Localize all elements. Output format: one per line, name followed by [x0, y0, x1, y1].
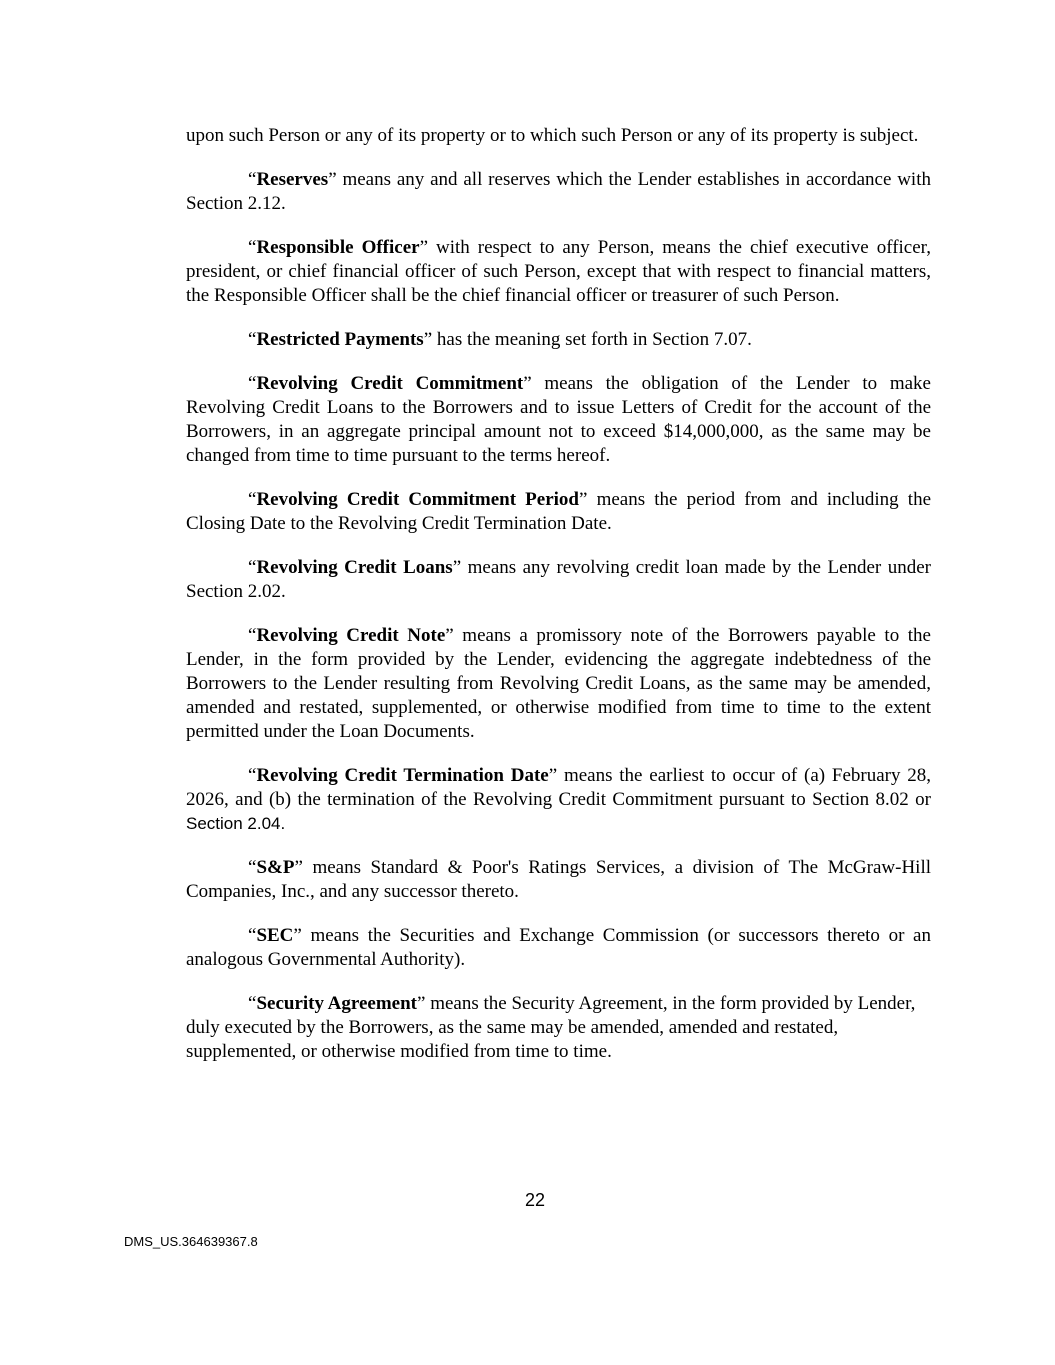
- definition-text: with respect to any Person, means the chief executive officer, president, or chief financial officer of such Person, except that with respect to financial matters, the Responsible Officer shall be the chief financial officer or treasurer of such Person.: [186, 237, 931, 306]
- definition-text: means the Security Agreement, in the form provided by Lender, duly executed by the Borrowers, as the same may be amended, amended and restated, supplemented, or otherwise modified from time to time.: [186, 993, 916, 1062]
- document-body: [186, 124, 931, 1084]
- open-quote: “: [248, 993, 257, 1014]
- definition-text: has the meaning set forth in Section 7.07.: [432, 329, 752, 350]
- close-quote: ”: [294, 857, 303, 878]
- close-quote: ”: [417, 993, 426, 1014]
- defined-term: Revolving Credit Commitment Period: [256, 489, 579, 510]
- definition-text: means the obligation of the Lender to make Revolving Credit Loans to the Borrowers and to issue Letters of Credit for the account of the Borrowers, in an aggregate principal amount not to exceed $14,000,000, as the same may be changed from time to time pursuant to the terms hereof.: [186, 373, 931, 466]
- definition-revolving-credit-commitment-period: [186, 488, 931, 536]
- defined-term: Revolving Credit Note: [256, 625, 446, 646]
- definition-revolving-credit-note: [186, 624, 931, 744]
- defined-term: Responsible Officer: [256, 237, 420, 258]
- definition-restricted-payments: [186, 328, 931, 352]
- defined-term: Revolving Credit Commitment: [256, 373, 524, 394]
- definition-security-agreement: [186, 992, 931, 1064]
- close-quote: ”: [523, 373, 532, 394]
- definition-revolving-credit-commitment: [186, 372, 931, 468]
- open-quote: “: [248, 857, 257, 878]
- close-quote: ”: [445, 625, 454, 646]
- definition-sec: [186, 924, 931, 972]
- open-quote: “: [248, 373, 257, 394]
- defined-term: Revolving Credit Loans: [256, 557, 453, 578]
- definition-text: means the Securities and Exchange Commission (or successors thereto or an analogous Governmental Authority).: [186, 925, 931, 970]
- open-quote: “: [248, 625, 257, 646]
- open-quote: “: [248, 489, 257, 510]
- definition-text: means the period from and including the Closing Date to the Revolving Credit Termination Date.: [186, 489, 932, 534]
- definition-text: means a promissory note of the Borrowers payable to the Lender, in the form provided by the Lender, evidencing the aggregate indebtedness of the Borrowers to the Lender resulting from Revolving Credit Loans, as the same may be amended, amended and restated, supplemented, or otherwise modified from time to time to the extent permitted under the Loan Documents.: [186, 625, 931, 742]
- close-quote: ”: [452, 557, 462, 578]
- close-quote: ”: [293, 925, 302, 946]
- close-quote: ”: [423, 329, 433, 350]
- definition-reserves: [186, 168, 931, 216]
- continuation-paragraph: upon such Person or any of its property or to which such Person or any of its property is subject.: [186, 125, 919, 146]
- definition-text: means any revolving credit loan made by the Lender under Section 2.02.: [186, 557, 931, 602]
- definition-responsible-officer: [186, 236, 931, 308]
- defined-term: S&P: [256, 857, 295, 878]
- document-id: DMS_US.364639367.8: [124, 1234, 258, 1249]
- open-quote: “: [248, 329, 257, 350]
- defined-term: SEC: [256, 925, 294, 946]
- close-quote: ”: [579, 489, 588, 510]
- open-quote: “: [248, 557, 257, 578]
- definition-text: means any and all reserves which the Lender establishes in accordance with Section 2.12.: [186, 169, 931, 214]
- open-quote: “: [248, 169, 257, 190]
- defined-term: Restricted Payments: [256, 329, 424, 350]
- defined-term: Reserves: [256, 169, 329, 190]
- page-number: 22: [524, 1190, 546, 1210]
- open-quote: “: [248, 765, 257, 786]
- definition-s-and-p: [186, 856, 931, 904]
- definition-revolving-credit-termination-date: [186, 764, 931, 836]
- open-quote: “: [248, 237, 257, 258]
- defined-term: Security Agreement: [256, 993, 418, 1014]
- defined-term: Revolving Credit Termination Date: [256, 765, 549, 786]
- close-quote: ”: [548, 765, 558, 786]
- open-quote: “: [248, 925, 257, 946]
- section-reference: Section 2.04.: [186, 814, 286, 833]
- definition-text: means Standard & Poor's Ratings Services, a division of The McGraw-Hill Companies, Inc., and any successor thereto.: [186, 857, 931, 902]
- close-quote: ”: [328, 169, 337, 190]
- close-quote: ”: [419, 237, 429, 258]
- definition-revolving-credit-loans: [186, 556, 931, 604]
- definition-text: means the earliest to occur of (a) February 28, 2026, and (b) the termination of the Revolving Credit Commitment pursuant to Section 8.02 or: [186, 765, 931, 810]
